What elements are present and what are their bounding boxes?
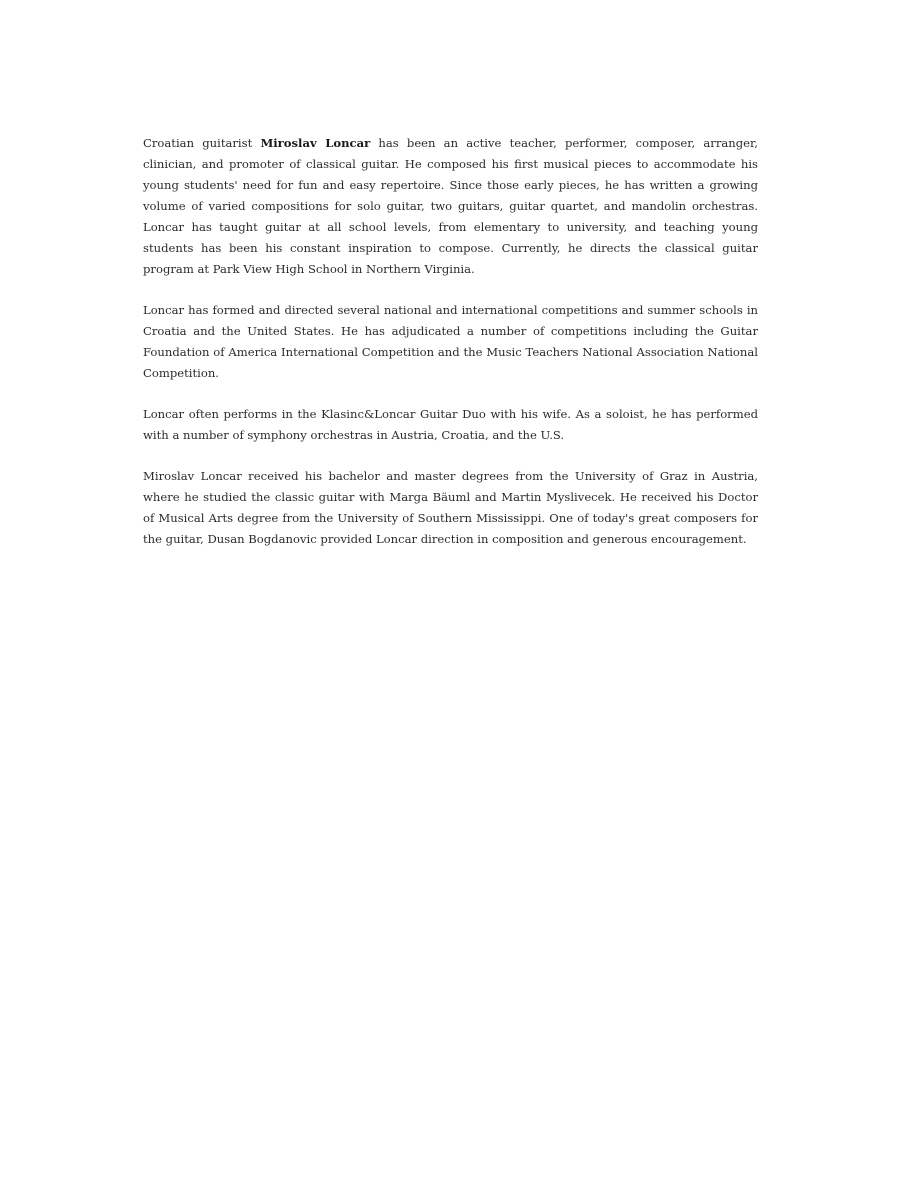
- bio-paragraph-1-body: has been an active teacher, performer, composer, arranger, clinician, and promoter of classical guitar. He composed his first musical pieces to accommodate his young students' need for fun and easy repertoire. Since those early pieces, he has written a growing volume of varied compositions for solo guitar, two guitars, guitar quartet, and mandolin orchestras. Loncar has taught guitar at all school levels, from elementary to university, and teaching young students has been his constant inspiration to compose. Currently, he directs the classical guitar program at Park View High School in Northern Virginia.: [143, 136, 758, 276]
- bio-paragraph-3: Loncar often performs in the Klasinc&Loncar Guitar Duo with his wife. As a soloist, he has performed with a number of symphony orchestras in Austria, Croatia, and the U.S.: [143, 407, 758, 442]
- bio-paragraph-1: [143, 133, 758, 280]
- bio-paragraph-4: Miroslav Loncar received his bachelor and master degrees from the University of Graz in Austria, where he studied the classic guitar with Marga Bäuml and Martin Myslivecek. He received his Doctor of Musical Arts degree from the University of Southern Mississippi. One of today's great composers for the guitar, Dusan Bogdanovic provided Loncar direction in composition and generous encouragement.: [143, 469, 758, 546]
- biography-text: [143, 133, 758, 570]
- bio-paragraph-1-lead: Croatian guitarist: [143, 136, 261, 150]
- bio-paragraph-2: Loncar has formed and directed several national and international competitions and summer schools in Croatia and the United States. He has adjudicated a number of competitions including the Guitar Foundation of America International Competition and the Music Teachers National Association National Competition.: [143, 303, 758, 380]
- composer-name: Miroslav Loncar: [260, 136, 371, 150]
